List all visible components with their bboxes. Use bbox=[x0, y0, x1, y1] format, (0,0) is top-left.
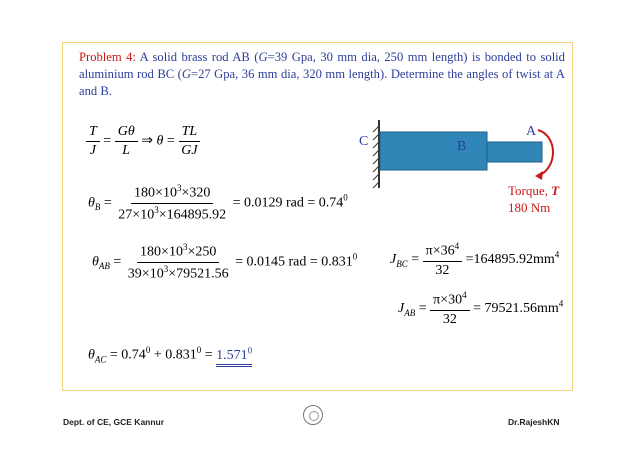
problem-text-b: =39 Gpa, 30 mm dia, 250 mm length) is bonded to solid aluminium rod BC ( bbox=[79, 50, 565, 81]
label-a: A bbox=[526, 124, 537, 139]
problem-statement bbox=[79, 49, 565, 100]
rod-bc bbox=[380, 132, 487, 170]
problem-g1: G bbox=[258, 50, 268, 64]
torsion-formula: $\frac{T}{J}$ = $\frac{G\theta}{L}$ ⇒ θ = $\frac{TL}{GJ}$ bbox=[86, 124, 201, 159]
rod-ab bbox=[487, 142, 542, 162]
footer-left: Dept. of CE, GCE Kannur bbox=[63, 417, 165, 427]
final-answer: 1.571$^0$ bbox=[216, 348, 252, 367]
frac-j-ab: $\frac{\pi\times 30^4}{32}$ bbox=[430, 290, 469, 328]
eq-theta-ac: $\theta_{AC} = 0.74^0 + 0.831^0 = 1.571^0$ bbox=[88, 345, 252, 364]
fixed-support-hatch bbox=[373, 120, 379, 188]
problem-label: Problem 4: bbox=[79, 50, 136, 64]
frac-tl-over-gj: $\frac{TL}{GJ}$ bbox=[178, 124, 200, 159]
frac-t-over-j: $\frac{T}{J}$ bbox=[86, 124, 100, 159]
problem-text-a: A solid brass rod AB ( bbox=[135, 50, 259, 64]
torque-label: Torque, T bbox=[508, 183, 560, 198]
frac-j-bc: $\frac{\pi\times 36^4}{32}$ bbox=[423, 241, 462, 279]
problem-text-c: =27 Gpa, 36 mm dia, 320 mm length). Determine the angles of twist at A and B. bbox=[79, 67, 566, 98]
frac-theta-ab: $\frac{180\times 10^3\times 250}{39\times 10^3\times 79521.56}$ bbox=[127, 242, 229, 282]
eq-theta-ab: $\theta_{AB}$ = $\frac{180\times 10^3\times 250}{39\times 10^3\times 79521.56}$ = 0.0145 rad = $0.831^0$ bbox=[92, 242, 358, 282]
footer-right: Dr.RajeshKN bbox=[508, 417, 560, 427]
problem-g2: G bbox=[181, 67, 191, 81]
label-c: C bbox=[359, 134, 369, 149]
torque-arrowhead bbox=[535, 171, 543, 180]
frac-gtheta-over-l: $\frac{G\theta}{L}$ bbox=[115, 124, 138, 159]
torque-value: 180 Nm bbox=[508, 200, 551, 215]
frac-theta-b: $\frac{180\times 10^3\times 320}{27\times 10^3\times 164895.92}$ bbox=[118, 183, 227, 223]
college-seal-icon bbox=[303, 405, 323, 425]
label-b: B bbox=[457, 139, 467, 154]
eq-j-bc: $J_{BC}$ = $\frac{\pi\times 36^4}{32}$ $=164895.92mm^4$ bbox=[390, 241, 560, 278]
eq-theta-b: $\theta_B$ = $\frac{180\times 10^3\times 320}{27\times 10^3\times 164895.92}$ = 0.0129 rad = $0.74^0$ bbox=[88, 183, 348, 223]
eq-j-ab: $J_{AB}$ = $\frac{\pi\times 30^4}{32}$ = $79521.56mm^4$ bbox=[398, 290, 564, 327]
